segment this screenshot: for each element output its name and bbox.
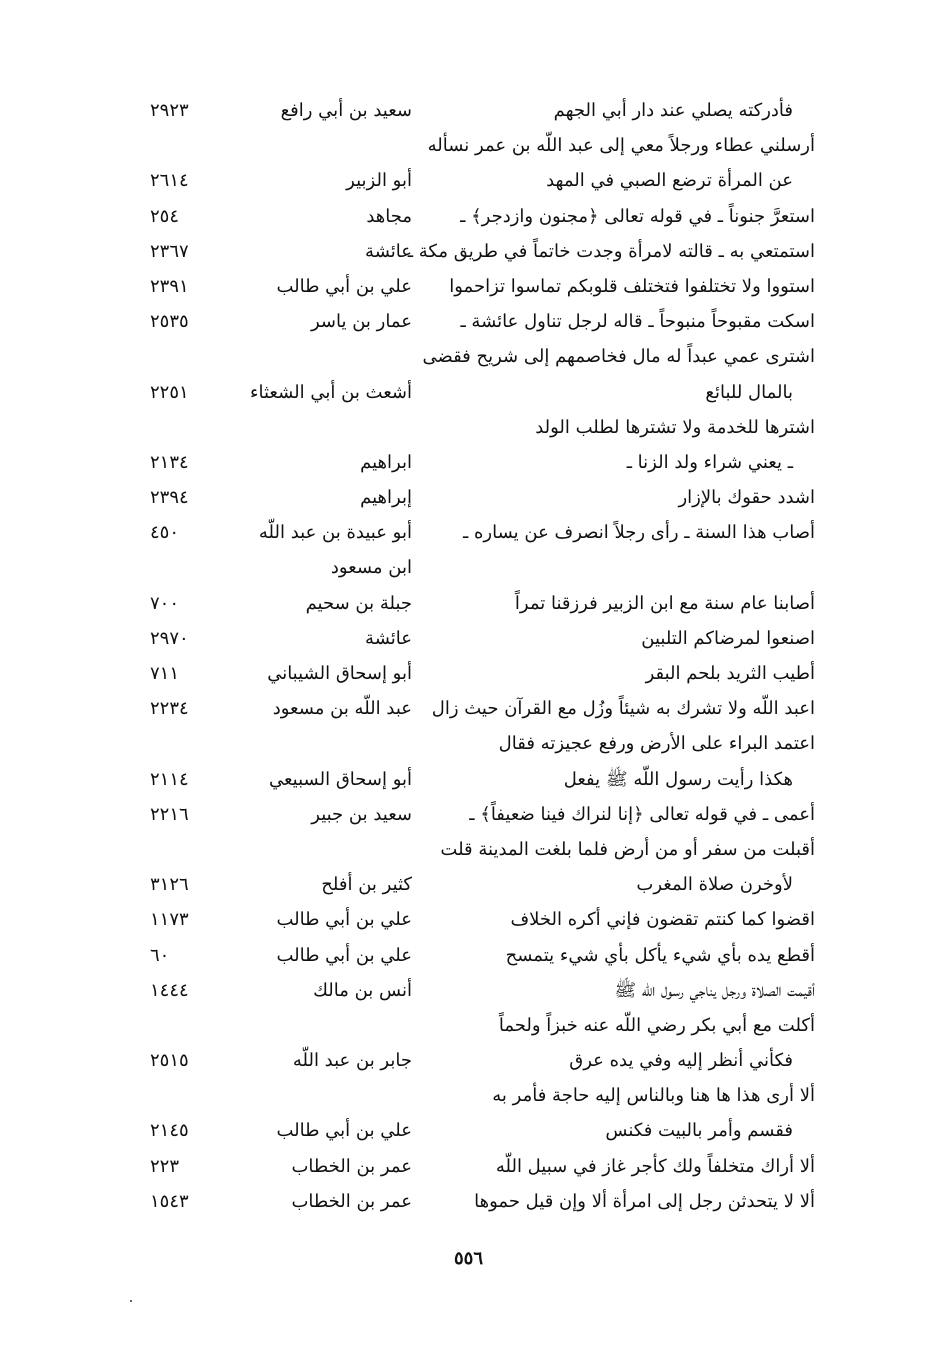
index-row bbox=[150, 515, 815, 550]
index-row bbox=[150, 234, 815, 269]
hadith-text: عن المرأة ترضع الصبي في المهد bbox=[546, 170, 793, 192]
narrator-name: عائشة bbox=[365, 627, 412, 649]
hadith-text: أصاب هذا السنة ـ رأى رجلاً انصرف عن يساره ـ bbox=[463, 522, 815, 544]
narrator-name: سعيد بن جبير bbox=[311, 803, 412, 825]
narrator-name: علي بن أبي طالب bbox=[276, 909, 412, 931]
index-row bbox=[150, 726, 815, 761]
hadith-number: ٢٣٩١ bbox=[150, 275, 189, 297]
index-row bbox=[150, 128, 815, 163]
narrator-name: أبو عبيدة بن عبد اللّه bbox=[258, 522, 412, 544]
hadith-number: ٢٦١٤ bbox=[150, 170, 189, 192]
hadith-text: اقضوا كما كنتم تقضون فإني أكره الخلاف bbox=[510, 909, 815, 931]
index-row bbox=[150, 973, 815, 1008]
scan-speck bbox=[130, 1300, 132, 1302]
index-row bbox=[150, 586, 815, 621]
index-row bbox=[150, 1149, 815, 1184]
index-row bbox=[150, 1078, 815, 1113]
index-row bbox=[150, 339, 815, 374]
hadith-number: ١٤٤٤ bbox=[150, 979, 189, 1001]
hadith-text: ألا أرى هذا ها هنا وبالناس إليه حاجة فأمر به bbox=[492, 1085, 815, 1107]
hadith-number: ٢٢١٦ bbox=[150, 803, 189, 825]
hadith-number: ٤٥٠ bbox=[150, 522, 180, 544]
hadith-text: اعبد اللّه ولا تشرك به شيئاً وزُل مع القرآن حيث زال bbox=[431, 698, 815, 720]
hadith-number: ٢٥٣٥ bbox=[150, 311, 189, 333]
hadith-number: ٢١٤٥ bbox=[150, 1120, 189, 1142]
hadith-number: ١١٧٣ bbox=[150, 909, 189, 931]
index-row bbox=[150, 691, 815, 726]
index-row bbox=[150, 550, 815, 585]
index-row bbox=[150, 762, 815, 797]
hadith-text: أقبلت من سفر أو من أرض فلما بلغت المدينة قلت bbox=[440, 838, 815, 860]
index-row bbox=[150, 163, 815, 198]
narrator-name: أبو إسحاق السبيعي bbox=[269, 768, 412, 790]
hadith-number: ٢٥٤ bbox=[150, 205, 180, 227]
hadith-text: فقسم وأمر بالبيت فكنس bbox=[605, 1120, 793, 1142]
hadith-number: ٢٥١٥ bbox=[150, 1050, 189, 1072]
index-row bbox=[150, 902, 815, 937]
narrator-name: عبد اللّه بن مسعود bbox=[272, 698, 412, 720]
hadith-text: اشترى عمي عبداً له مال فخاصمهم إلى شريح فقضى bbox=[422, 346, 815, 368]
narrator-name: ابراهيم bbox=[360, 451, 412, 473]
hadith-text: أقيمت الصلاة ورجل يناجي رسول اللّه ﷺ bbox=[614, 979, 815, 1001]
hadith-text: فكأني أنظر إليه وفي يده عرق bbox=[569, 1050, 793, 1072]
hadith-text: استمتعي به ـ قالته لامرأة وجدت خاتماً في طريق مكة ـ bbox=[407, 240, 815, 262]
hadith-text: اشترها للخدمة ولا تشترها لطلب الولد bbox=[535, 416, 815, 438]
narrator-name: أشعث بن أبي الشعثاء bbox=[250, 381, 412, 403]
hadith-number: ٢٣٦٧ bbox=[150, 240, 189, 262]
hadith-text: لأوخرن صلاة المغرب bbox=[636, 874, 793, 896]
index-row bbox=[150, 375, 815, 410]
hadith-text: أكلت مع أبي بكر رضي اللّه عنه خبزاً ولحماً bbox=[498, 1014, 815, 1036]
hadith-text: بالمال للبائع bbox=[705, 381, 793, 403]
narrator-name: ابن مسعود bbox=[330, 557, 412, 579]
hadith-text: أصابنا عام سنة مع ابن الزبير فرزقنا تمراً bbox=[514, 592, 815, 614]
hadith-text: أعمى ـ في قوله تعالى ﴿إنا لنراك فينا ضعيفاً﴾ ـ bbox=[469, 803, 815, 825]
hadith-number: ٢١١٤ bbox=[150, 768, 189, 790]
index-row bbox=[150, 621, 815, 656]
hadith-text: أرسلني عطاء ورجلاً معي إلى عبد اللّه بن عمر نسأله bbox=[427, 135, 815, 157]
index-row bbox=[150, 445, 815, 480]
narrator-name: جبلة بن سحيم bbox=[305, 592, 412, 614]
index-row bbox=[150, 1043, 815, 1078]
index-row bbox=[150, 938, 815, 973]
hadith-number: ٢٢٣٤ bbox=[150, 698, 189, 720]
narrator-name: أبو الزبير bbox=[346, 170, 412, 192]
index-row bbox=[150, 656, 815, 691]
index-row bbox=[150, 480, 815, 515]
hadith-number: ٢١٣٤ bbox=[150, 451, 189, 473]
index-list bbox=[150, 93, 815, 1219]
narrator-name: علي بن أبي طالب bbox=[276, 275, 412, 297]
hadith-text: استووا ولا تختلفوا فتختلف قلوبكم تماسوا تزاحموا bbox=[449, 275, 815, 297]
hadith-number: ٢٩٢٣ bbox=[150, 100, 189, 121]
index-row bbox=[150, 867, 815, 902]
narrator-name: أنس بن مالك bbox=[313, 979, 412, 1001]
narrator-name: علي بن أبي طالب bbox=[276, 944, 412, 966]
narrator-name: جابر بن عبد اللّه bbox=[292, 1050, 412, 1072]
narrator-name: كثير بن أفلح bbox=[321, 874, 412, 896]
hadith-text: أطيب الثريد بلحم البقر bbox=[645, 663, 815, 684]
hadith-number: ١٥٤٣ bbox=[150, 1190, 189, 1212]
index-row bbox=[150, 1184, 815, 1219]
narrator-name: عمر بن الخطاب bbox=[291, 1190, 412, 1212]
index-row bbox=[150, 1008, 815, 1043]
narrator-name: عائشة bbox=[365, 240, 412, 262]
narrator-name: إبراهيم bbox=[360, 487, 412, 509]
hadith-number: ٣١٢٦ bbox=[150, 874, 189, 896]
hadith-number: ٢٢٣ bbox=[150, 1155, 180, 1177]
hadith-number: ٧٠٠ bbox=[150, 592, 180, 614]
hadith-text: ـ يعني شراء ولد الزنا ـ bbox=[626, 451, 793, 473]
index-row bbox=[150, 199, 815, 234]
narrator-name: علي بن أبي طالب bbox=[276, 1120, 412, 1142]
hadith-text: أقطع يده بأي شيء يأكل بأي شيء يتمسح bbox=[505, 944, 815, 966]
page-number: ٥٥٦ bbox=[453, 1248, 483, 1269]
index-row bbox=[150, 832, 815, 867]
hadith-number: ٢٩٧٠ bbox=[150, 627, 189, 649]
narrator-name: مجاهد bbox=[366, 205, 412, 227]
hadith-text: ألا لا يتحدثن رجل إلى امرأة ألا وإن قيل حموها bbox=[474, 1190, 815, 1212]
hadith-text: فأدركته يصلي عند دار أبي الجهم bbox=[553, 100, 793, 121]
narrator-name: عمار بن ياسر bbox=[311, 311, 412, 333]
index-row bbox=[150, 410, 815, 445]
hadith-text: اصنعوا لمرضاكم التلبين bbox=[641, 627, 815, 649]
hadith-number: ٢٣٩٤ bbox=[150, 487, 189, 509]
hadith-text: اشدد حقوك بالإزار bbox=[678, 487, 815, 509]
narrator-name: أبو إسحاق الشيباني bbox=[267, 663, 412, 684]
hadith-text: اسكت مقبوحاً منبوحاً ـ قاله لرجل تناول عائشة ـ bbox=[460, 311, 815, 333]
hadith-text: اعتمد البراء على الأرض ورفع عجيزته فقال bbox=[498, 733, 815, 755]
hadith-text: استعرَّ جنوناً ـ في قوله تعالى ﴿مجنون وازدجر﴾ ـ bbox=[460, 205, 815, 227]
index-row bbox=[150, 797, 815, 832]
hadith-number: ٢٢٥١ bbox=[150, 381, 189, 403]
hadith-text: هكذا رأيت رسول اللّه ﷺ يفعل bbox=[563, 768, 793, 790]
hadith-text: ألا أراك متخلفاً ولك كأجر غاز في سبيل اللّه bbox=[495, 1155, 815, 1177]
narrator-name: سعيد بن أبي رافع bbox=[280, 100, 412, 121]
index-row bbox=[150, 269, 815, 304]
index-row bbox=[150, 1113, 815, 1148]
hadith-number: ٦٠ bbox=[150, 944, 170, 966]
narrator-name: عمر بن الخطاب bbox=[291, 1155, 412, 1177]
index-row bbox=[150, 304, 815, 339]
index-row bbox=[150, 93, 815, 128]
hadith-number: ٧١١ bbox=[150, 663, 180, 684]
